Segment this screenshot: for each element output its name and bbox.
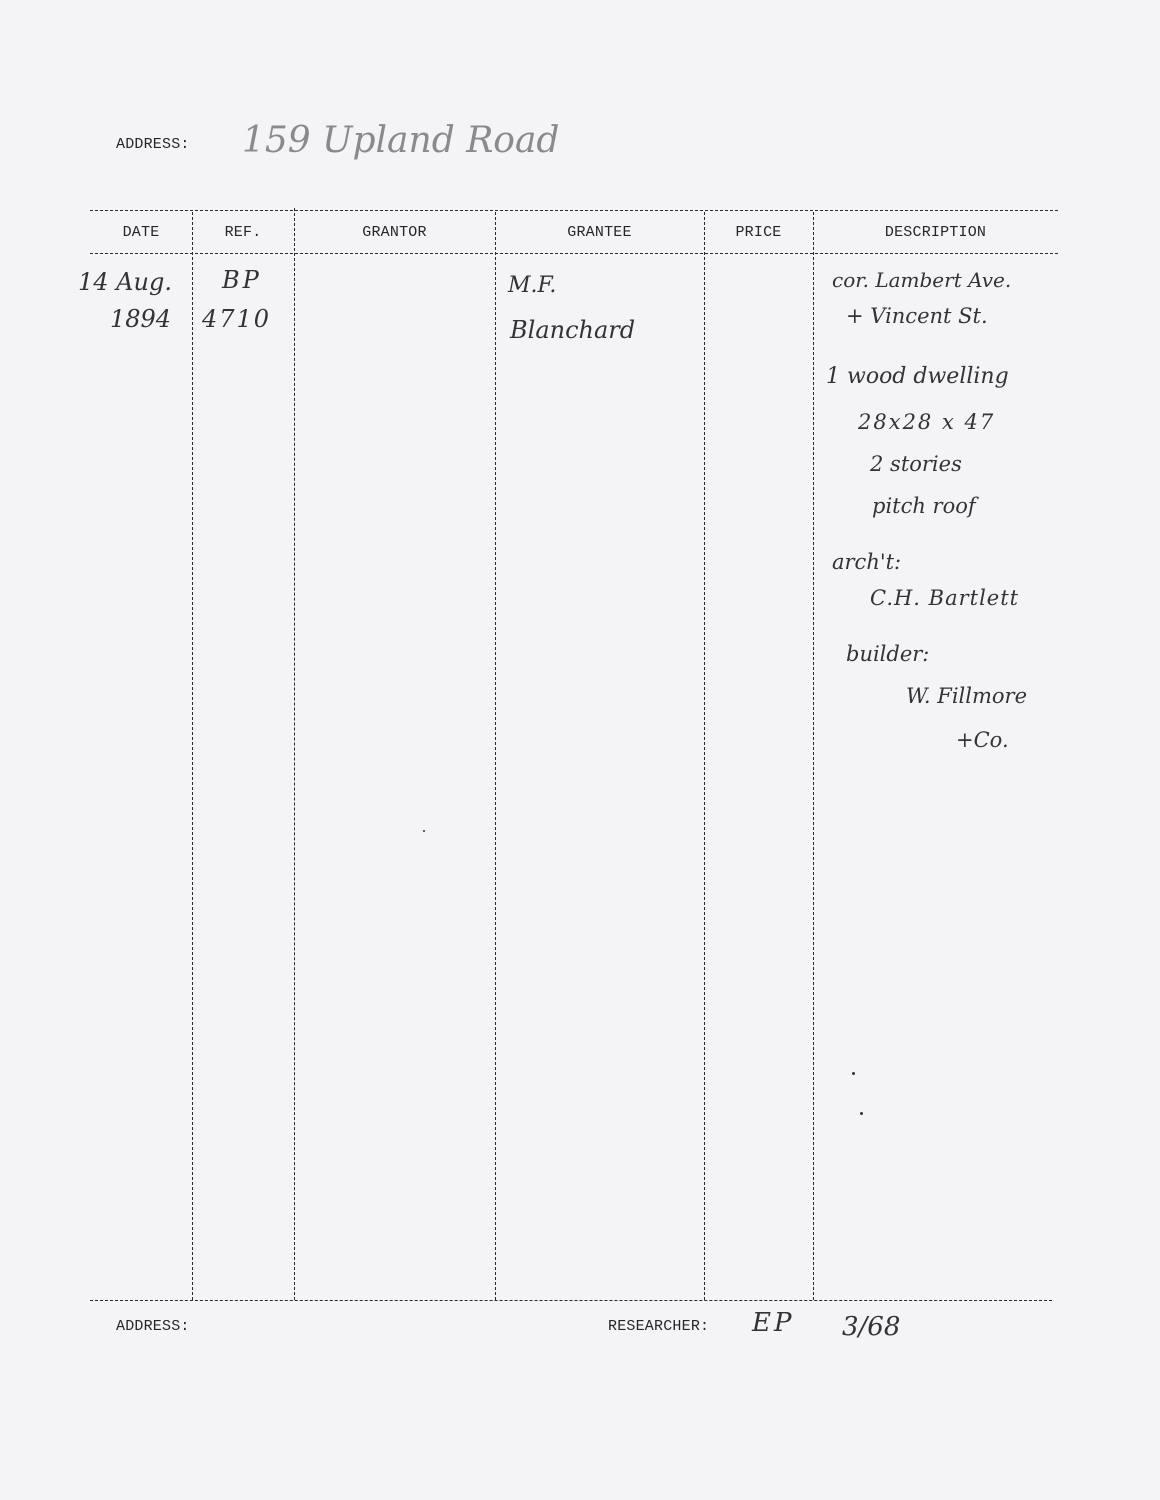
stray-mark [423, 830, 425, 832]
description-line-6: pitch roof [872, 494, 976, 518]
column-divider-grantee-price [704, 212, 705, 1300]
column-header-description: DESCRIPTION [884, 224, 987, 241]
ref-line-1: BP [222, 266, 262, 294]
address-label: ADDRESS: [116, 136, 190, 153]
column-header-price: PRICE [735, 224, 782, 241]
description-line-4: 28x28 x 47 [858, 410, 996, 434]
stray-mark [852, 1072, 855, 1075]
description-line-8: C.H. Bartlett [870, 586, 1020, 610]
column-header-grantee: GRANTEE [567, 224, 632, 241]
grantee-line-2: Blanchard [510, 316, 636, 344]
address-value: 159 Upland Road [242, 120, 560, 161]
description-line-10: W. Fillmore [906, 684, 1028, 708]
description-line-1: cor. Lambert Ave. [832, 268, 1012, 292]
description-line-3: 1 wood dwelling [826, 364, 1009, 389]
column-header-ref: REF. [224, 224, 262, 241]
table-header-rule [90, 253, 1058, 254]
column-divider-grantor-grantee [495, 212, 496, 1300]
footer-address-label: ADDRESS: [116, 1318, 190, 1335]
column-divider-ref-grantor [294, 208, 295, 1300]
column-header-grantor: GRANTOR [362, 224, 427, 241]
grantee-line-1: M.F. [508, 273, 557, 298]
description-line-5: 2 stories [870, 452, 962, 476]
researcher-date: 3/68 [842, 1312, 901, 1342]
researcher-label: RESEARCHER: [608, 1318, 710, 1335]
table-bottom-rule [90, 1300, 1052, 1301]
description-line-2: + Vincent St. [846, 304, 988, 328]
ref-line-2: 4710 [202, 305, 272, 333]
description-line-7: arch't: [832, 550, 902, 574]
column-divider-price-description [813, 212, 814, 1300]
researcher-initials: EP [752, 1308, 795, 1338]
description-line-9: builder: [846, 642, 930, 666]
description-line-11: +Co. [956, 728, 1009, 752]
date-line-1: 14 Aug. [78, 268, 172, 296]
date-line-2: 1894 [110, 305, 172, 333]
column-divider-date-ref [192, 212, 193, 1300]
table-top-rule [90, 210, 1058, 211]
stray-mark [860, 1112, 863, 1115]
column-header-date: DATE [122, 224, 160, 241]
